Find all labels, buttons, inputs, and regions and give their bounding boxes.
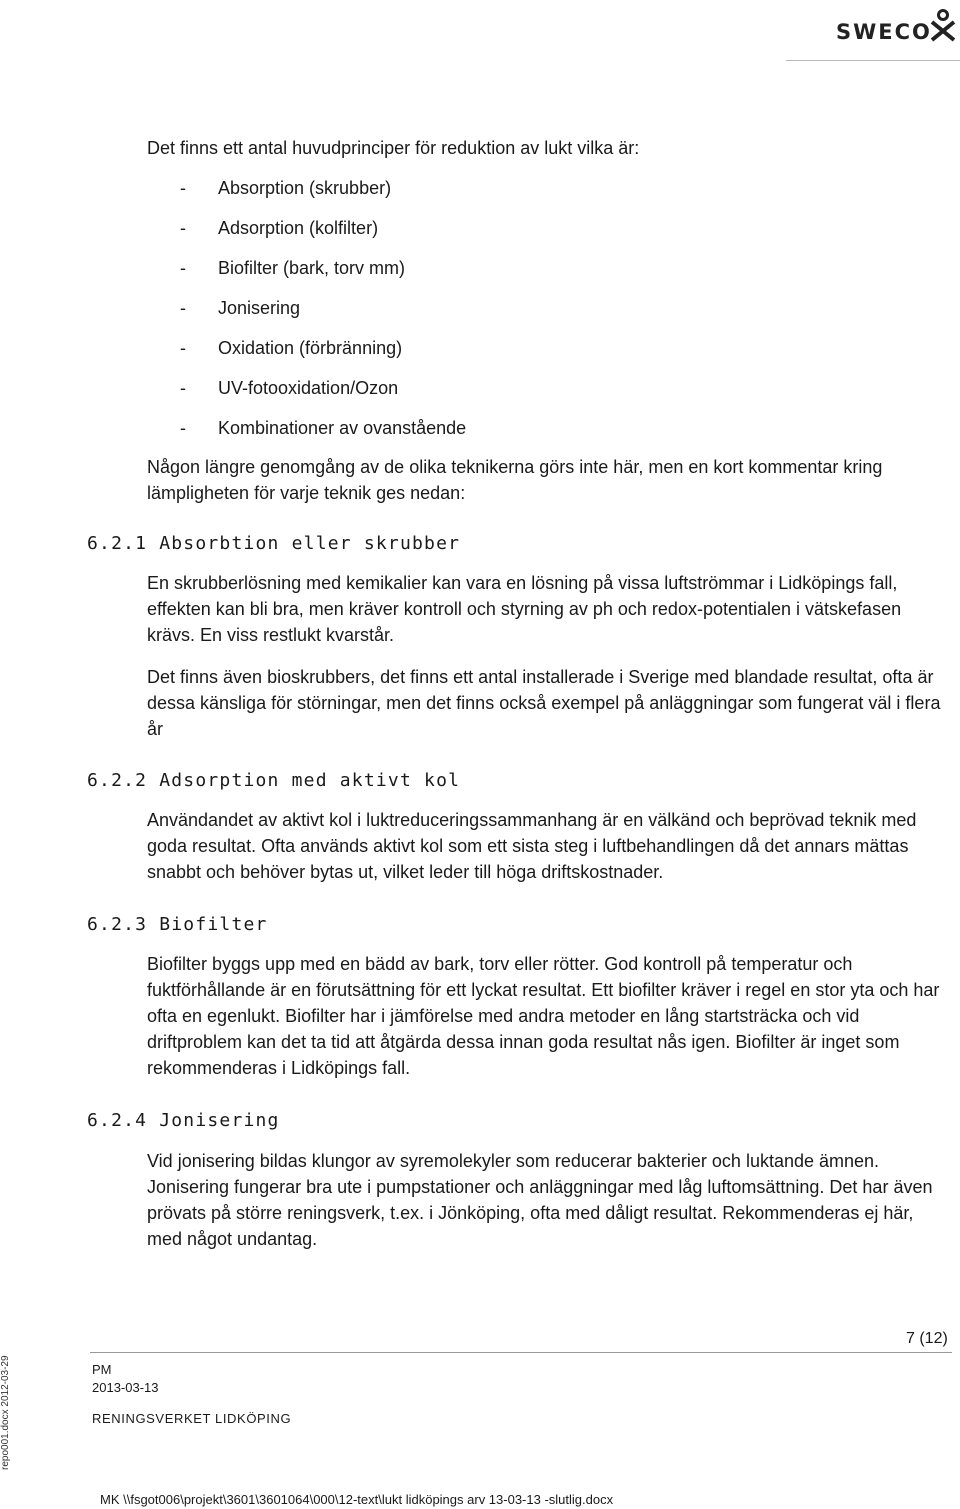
paragraph-adsorption: Användandet av aktivt kol i luktreduceringssammanhang är en välkänd och beprövad teknik med goda resultat. Ofta används aktivt kol som ett sista steg i luftbehandlingen då det annars mättas snabbt och behöver bytas ut, vilket leder till höga driftskostnader. [147, 810, 917, 882]
section-heading-adsorption: 6.2.2 Adsorption med aktivt kol [87, 770, 461, 791]
paragraph-ionization: Vid jonisering bildas klungor av syremolekyler som reducerar bakterier och luktande ämnen. Jonisering fungerar bra ute i pumpstationer och anläggningar med låg luftomsättning. Det har även prövats på större reningsverk, t.ex. i Jönköping, ofta med dåligt resultat. Rekommenderas ej här, med något undantag. [147, 1151, 933, 1249]
section-heading-biofilter: 6.2.3 Biofilter [87, 914, 268, 935]
footer-project: RENINGSVERKET LIDKÖPING [92, 1411, 292, 1426]
list-item: - Absorption (skrubber) [180, 178, 392, 198]
list-item: - UV-fotooxidation/Ozon [180, 378, 399, 398]
footer-date: 2013-03-13 [92, 1380, 159, 1395]
footer-doc-type: PM [92, 1362, 112, 1377]
paragraph-absorption-1: En skrubberlösning med kemikalier kan vara en lösning på vissa luftströmmar i Lidköpings fall, effekten kan bli bra, men kräver kontroll och styrning av ph och redox-potentialen i vätskefasen krävs. En viss restlukt kvarstår. [147, 573, 902, 645]
list-item: - Kombinationer av ovanstående [180, 418, 467, 438]
list-item: - Biofilter (bark, torv mm) [180, 258, 406, 278]
sweco-logo-icon [928, 8, 958, 42]
section-heading-ionization: 6.2.4 Jonisering [87, 1110, 280, 1131]
intro-text: Det finns ett antal huvudprinciper för reduktion av lukt vilka är: [147, 138, 640, 158]
principles-list [180, 168, 466, 448]
list-item: - Oxidation (förbränning) [180, 338, 403, 358]
company-logo-text: SWECO [836, 20, 932, 44]
paragraph-biofilter: Biofilter byggs upp med en bädd av bark, torv eller rötter. God kontroll på temperatur och fuktförhållande är en förutsättning för ett lyckat resultat. Ett biofilter kräver i regel en stor yta och har ofta en egenlukt. Biofilter har i jämförelse med andra metoder en lång startsträcka och vid driftproblem kan det ta tid att åtgärda dessa innan goda resultat nås igen. Biofilter är inget som rekommenderas i Lidköpings fall. [147, 954, 940, 1078]
section-heading-absorption: 6.2.1 Absorbtion eller skrubber [87, 533, 461, 554]
list-item: - Adsorption (kolfilter) [180, 218, 379, 238]
footer-rule [90, 1352, 952, 1353]
summary-text: Någon längre genomgång av de olika teknikerna görs inte här, men en kort kommentar kring lämpligheten för varje teknik ges nedan: [147, 457, 883, 503]
paragraph-absorption-2: Det finns även bioskrubbers, det finns ett antal installerade i Sverige med blandade resultat, ofta är dessa känsliga för störningar, men det finns också exempel på anläggningar som fungerat väl i flera år [147, 667, 941, 739]
list-item: - Jonisering [180, 298, 301, 318]
file-path: MK \\fsgot006\projekt\3601\3601064\000\12-text\lukt lidköpings arv 13-03-13 -slutlig.docx [100, 1492, 614, 1507]
header-rule [786, 60, 960, 61]
template-id: repo001.docx 2012-03-29 [0, 1355, 11, 1470]
page-number: 7 (12) [906, 1330, 948, 1347]
